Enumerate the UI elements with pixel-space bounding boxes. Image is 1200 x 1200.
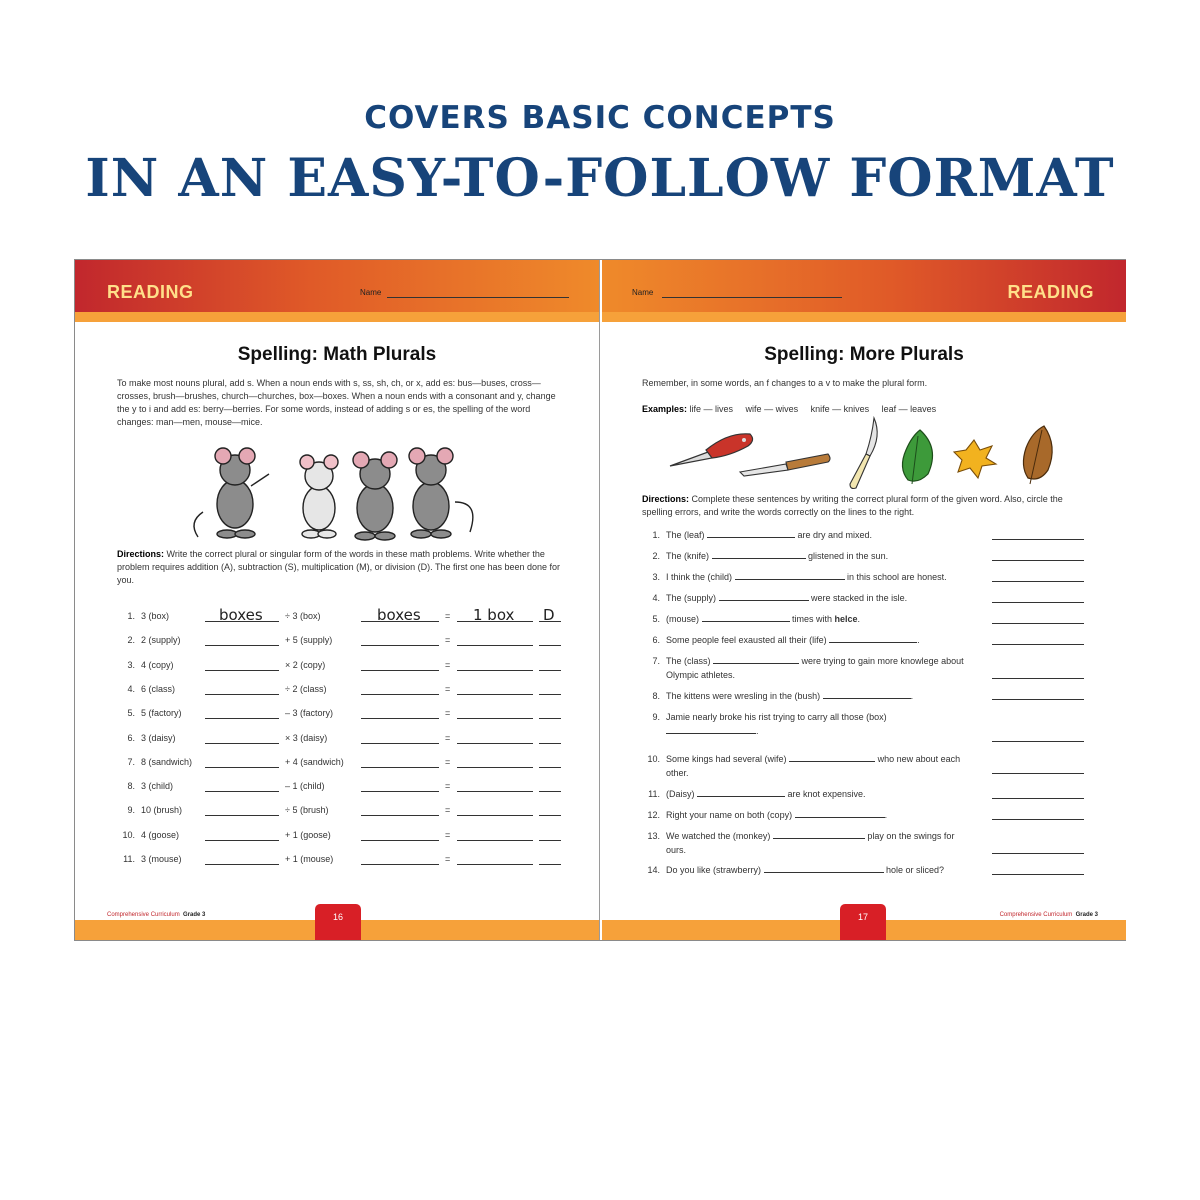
sentence-fragment: . (910, 691, 914, 701)
sentence-text (666, 528, 966, 542)
answer-blank[interactable] (707, 529, 795, 538)
math-problem-row (119, 779, 569, 797)
answer-blank[interactable] (361, 815, 439, 816)
sentence-number: 1. (652, 530, 660, 540)
butter-knife-icon (844, 416, 884, 492)
answer-blank[interactable] (697, 788, 785, 797)
sentence-number: 5. (652, 614, 660, 624)
problem-operator-term: – 3 (factory) (285, 708, 334, 719)
math-problem-row (119, 731, 569, 749)
answer-blank[interactable] (789, 753, 875, 762)
correction-line[interactable] (992, 602, 1084, 603)
problem-number: 9. (127, 805, 135, 816)
problem-first-term: 4 (goose) (141, 829, 180, 840)
math-problem-row (119, 852, 569, 870)
kitchen-knife-icon (738, 450, 832, 480)
header-strip (75, 312, 599, 322)
answer-blank[interactable] (361, 718, 439, 719)
answer-blank[interactable] (829, 634, 917, 643)
sentence-fragment: in this school are honest. (844, 572, 947, 582)
sentence-fragment: . (917, 635, 920, 645)
correction-line[interactable] (992, 560, 1084, 561)
sentence-text (666, 808, 966, 822)
correction-line[interactable] (992, 644, 1084, 645)
directions-text: Directions: Complete these sentences by writing the correct plural form of the given word. Also, circle the spelling errors, and write the words correctly on the lines to the right. (642, 494, 1063, 517)
equals-sign: = (445, 805, 451, 816)
equals-sign: = (445, 854, 451, 864)
problem-operator-term: + 1 (goose) (285, 829, 331, 840)
equals-sign: = (445, 659, 451, 670)
correction-line[interactable] (992, 853, 1084, 854)
equals-sign: = (445, 635, 451, 646)
sentence-text (666, 549, 966, 563)
result-blank[interactable] (457, 815, 533, 816)
sentence-fragment: Some people feel exausted all their (life) (666, 635, 830, 645)
problem-first-term: 3 (box) (141, 611, 170, 621)
result-blank[interactable] (457, 694, 533, 695)
problem-number: 2. (127, 635, 135, 646)
operation-type-blank[interactable] (539, 791, 561, 792)
answer-blank[interactable] (795, 809, 885, 818)
equals-sign: = (445, 756, 451, 767)
problem-number: 3. (127, 659, 135, 670)
section-label: READING (107, 282, 194, 302)
problem-operator-term: × 3 (daisy) (285, 732, 328, 743)
answer-blank[interactable] (361, 864, 439, 865)
answer-blank[interactable] (361, 694, 439, 695)
equals-sign: = (445, 708, 451, 719)
sentence-number: 3. (652, 572, 660, 582)
operation-type-blank[interactable] (539, 694, 561, 695)
sentence-fragment: are dry and mixed. (795, 530, 873, 540)
yellow-leaf-icon (952, 436, 998, 480)
sentence-text (666, 591, 966, 605)
sentence-fragment: are knot expensive. (785, 789, 866, 799)
math-problem-row (119, 606, 569, 627)
mouse-illustration (193, 442, 493, 542)
answer-blank[interactable] (361, 670, 439, 671)
sentence-fragment: (Daisy) (666, 789, 697, 799)
sentence-fragment: I think the (child) (666, 572, 735, 582)
equals-sign: = (445, 732, 451, 743)
page-title: Spelling: Math Plurals (237, 344, 437, 365)
brown-leaf-icon (1018, 424, 1058, 486)
sentence-number: 6. (652, 635, 660, 645)
answer-blank[interactable] (361, 840, 439, 841)
sentence-fragment: times with (789, 614, 835, 624)
result-blank[interactable] (457, 767, 533, 768)
sentence-fragment: . (756, 726, 759, 736)
correction-line[interactable] (992, 623, 1084, 624)
math-problem-row (119, 706, 569, 724)
answer-blank[interactable] (361, 791, 439, 792)
problem-first-term: 6 (class) (141, 683, 176, 694)
sentence-fragment: Some kings had several (wife) (666, 754, 790, 764)
sentence-fragment: Do you like (strawberry) (666, 865, 764, 875)
correction-line[interactable] (992, 798, 1084, 799)
problem-number: 1. (127, 611, 135, 621)
headline-top: COVERS BASIC CONCEPTS (364, 100, 836, 136)
problem-number: 10. (122, 829, 135, 840)
operation-type-blank[interactable] (539, 767, 561, 768)
sentence-fragment: hole or sliced? (883, 865, 945, 875)
answer-blank[interactable] (713, 655, 799, 664)
correction-line[interactable] (992, 773, 1084, 774)
result-blank[interactable] (457, 718, 533, 719)
handwritten-answer: boxes (377, 606, 421, 624)
intro-text: To make most nouns plural, add s. When a noun ends with s, ss, sh, ch, or x, add es: bus—buses, cross—crosses, brush—brushes, church—churches, box—boxes. When a noun ends with a consonant and y, change the y to i and add es: berry—berries. For some words, instead of adding s or es, the spelling of the word changes: man—men, mouse—mice. (117, 378, 556, 427)
equals-sign: = (445, 829, 451, 840)
sentence-fragment: The (class) (666, 656, 714, 666)
math-problem-row (119, 803, 569, 821)
sentence-fragment: The kittens were wresling in the (bush) (666, 691, 823, 701)
problem-first-term: 8 (sandwich) (141, 756, 193, 767)
name-label: Name (632, 288, 654, 297)
right-page (602, 260, 1126, 940)
sentence-number: 10. (647, 754, 660, 764)
problem-operator-term: ÷ 2 (class) (285, 683, 327, 694)
sentence-text (666, 612, 966, 626)
answer-blank[interactable] (205, 840, 279, 841)
problem-operator-term: ÷ 3 (box) (285, 611, 321, 621)
sentence-text (666, 752, 966, 780)
problem-operator-term: + 5 (supply) (285, 635, 333, 646)
correction-line[interactable] (992, 699, 1084, 700)
problem-first-term: 3 (child) (141, 781, 174, 792)
answer-blank[interactable] (205, 670, 279, 671)
problem-operator-term: ÷ 5 (brush) (285, 805, 329, 816)
sentence-fragment: The (leaf) (666, 530, 708, 540)
answer-blank[interactable] (361, 645, 439, 646)
sentence-fragment: The (supply) (666, 593, 719, 603)
answer-blank[interactable] (773, 830, 865, 839)
sentence-number: 13. (647, 831, 660, 841)
sentence-fragment: play on the swings for ours. (666, 831, 955, 855)
answer-blank[interactable] (361, 767, 439, 768)
sentence-fragment: Right your name on both (copy) (666, 810, 795, 820)
problem-first-term: 4 (copy) (141, 659, 174, 670)
problem-number: 11. (123, 854, 135, 864)
problem-operator-term: × 2 (copy) (285, 659, 326, 670)
section-label: READING (1007, 282, 1094, 302)
problem-operator-term: – 1 (child) (285, 781, 325, 792)
answer-blank[interactable] (666, 725, 756, 734)
problem-number: 8. (127, 781, 135, 792)
sentence-number: 2. (652, 551, 660, 561)
sentence-number: 9. (652, 712, 660, 722)
workbook-spread (74, 259, 1126, 941)
math-problem-row (119, 682, 569, 700)
sentence-number: 11. (648, 789, 660, 799)
answer-blank[interactable] (205, 864, 279, 865)
problem-number: 6. (127, 732, 135, 743)
left-page (75, 260, 600, 940)
examples-text: Examples: life — lives wife — wives knife — knives leaf — leaves (642, 404, 937, 414)
problem-number: 5. (127, 708, 135, 719)
sentence-text (666, 787, 966, 801)
sentence-text (666, 570, 966, 584)
equals-sign: = (445, 683, 451, 694)
handwritten-answer: 1 box (473, 606, 515, 624)
page-number-tab: 17 (840, 904, 886, 940)
result-blank[interactable] (457, 743, 533, 744)
operation-type-blank[interactable] (539, 840, 561, 841)
intro-text: Remember, in some words, an f changes to a v to make the plural form. (642, 378, 928, 388)
correction-line[interactable] (992, 819, 1084, 820)
sentence-fragment: were trying to gain more knowlege about Olympic athletes. (666, 656, 964, 680)
operation-type-blank[interactable] (539, 864, 561, 865)
operation-type-blank[interactable] (539, 743, 561, 744)
correction-line[interactable] (992, 874, 1084, 875)
sentence-fragment: Jamie nearly broke his rist trying to carry all those (box) (666, 712, 887, 722)
sentence-number: 7. (652, 656, 660, 666)
name-line (662, 297, 842, 298)
sentence-fragment: . (884, 810, 888, 820)
handwritten-answer: D (543, 606, 555, 624)
operation-type-blank[interactable] (539, 645, 561, 646)
sentence-text (666, 689, 966, 703)
green-leaf-icon (898, 428, 940, 486)
problem-number: 4. (127, 683, 135, 694)
sentence-number: 14. (647, 865, 660, 875)
sentence-number: 4. (652, 593, 660, 603)
sentence-fragment: (mouse) (666, 614, 702, 624)
operation-type-blank[interactable] (539, 670, 561, 671)
sentence-number: 8. (652, 691, 660, 701)
answer-blank[interactable] (205, 694, 279, 695)
sentence-number: 12. (647, 810, 660, 820)
answer-blank[interactable] (823, 690, 911, 699)
headline-main: IN AN EASY-TO-FOLLOW FORMAT (85, 148, 1115, 209)
name-label: Name (360, 288, 382, 297)
sentence-fragment: helce (834, 614, 858, 624)
math-problem-row (119, 658, 569, 676)
footer-text: Comprehensive Curriculum Grade 3 (999, 912, 1098, 918)
sentence-text (666, 710, 966, 738)
sentence-text (666, 829, 966, 857)
correction-line[interactable] (992, 539, 1084, 540)
problem-first-term: 5 (factory) (141, 708, 182, 719)
answer-blank[interactable] (205, 791, 279, 792)
sentence-text (666, 654, 966, 682)
answer-blank[interactable] (205, 718, 279, 719)
answer-blank[interactable] (719, 592, 809, 601)
sentence-fragment: . (857, 614, 861, 624)
sentence-fragment: The (knife) (666, 551, 712, 561)
math-problem-row (119, 633, 569, 651)
sentence-fragment: who new about each other. (666, 754, 961, 778)
math-problem-row (119, 828, 569, 846)
correction-line[interactable] (992, 581, 1084, 582)
page-title: Spelling: More Plurals (764, 344, 964, 365)
header-strip (602, 312, 1126, 322)
answer-blank[interactable] (205, 767, 279, 768)
problem-operator-term: + 1 (mouse) (285, 854, 334, 864)
sentence-fragment: glistened in the sun. (805, 551, 889, 561)
result-blank[interactable] (457, 791, 533, 792)
problem-first-term: 3 (mouse) (141, 854, 182, 864)
page-number-tab: 16 (315, 904, 361, 940)
answer-blank[interactable] (735, 571, 845, 580)
answer-blank[interactable] (205, 815, 279, 816)
answer-blank[interactable] (205, 743, 279, 744)
sentence-fragment: were stacked in the isle. (808, 593, 908, 603)
sentence-text (666, 863, 966, 877)
math-problem-row (119, 755, 569, 773)
handwritten-answer: boxes (219, 606, 263, 624)
result-blank[interactable] (457, 864, 533, 865)
equals-sign: = (445, 781, 451, 792)
operation-type-blank[interactable] (539, 718, 561, 719)
equals-sign: = (445, 611, 451, 621)
sentence-fragment: We watched the (monkey) (666, 831, 773, 841)
name-line (387, 297, 569, 298)
answer-blank[interactable] (702, 613, 790, 622)
result-blank[interactable] (457, 645, 533, 646)
problem-number: 7. (127, 756, 135, 767)
operation-type-blank[interactable] (539, 815, 561, 816)
answer-blank[interactable] (205, 645, 279, 646)
footer-text: Comprehensive Curriculum Grade 3 (107, 912, 206, 918)
correction-line[interactable] (992, 678, 1084, 679)
answer-blank[interactable] (764, 864, 884, 873)
problem-first-term: 10 (brush) (141, 805, 183, 816)
answer-blank[interactable] (712, 550, 806, 559)
problem-operator-term: + 4 (sandwich) (285, 756, 344, 767)
sentence-text (666, 633, 966, 647)
result-blank[interactable] (457, 840, 533, 841)
result-blank[interactable] (457, 670, 533, 671)
problem-first-term: 2 (supply) (141, 635, 181, 646)
correction-line[interactable] (992, 741, 1084, 742)
answer-blank[interactable] (361, 743, 439, 744)
directions-text: Directions: Write the correct plural or singular form of the words in these math problems. Write whether the problem requires addition (A), subtraction (S), multiplication (M), or division (D). The first one has been done for you. (117, 549, 561, 585)
problem-first-term: 3 (daisy) (141, 732, 176, 743)
